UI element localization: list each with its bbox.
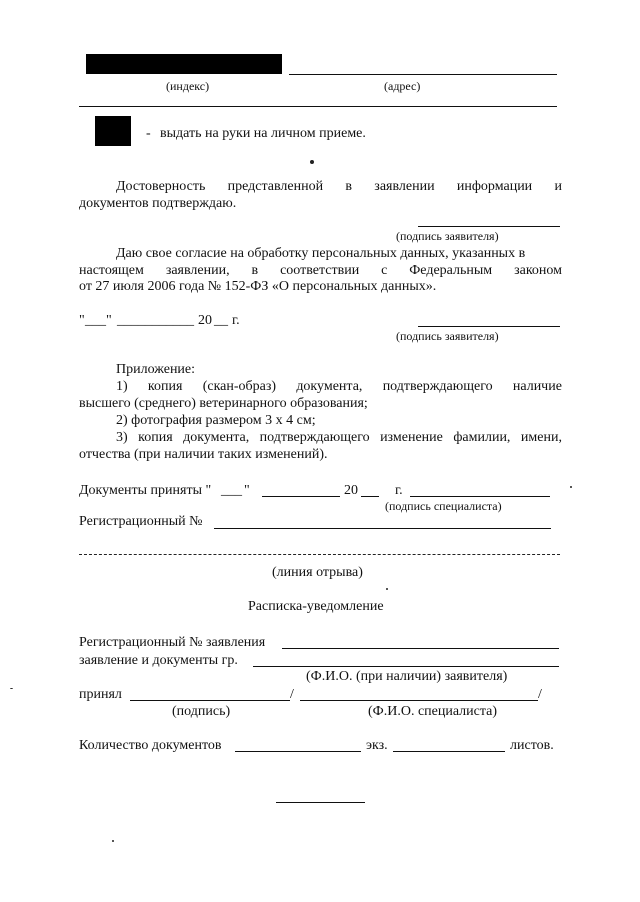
scan-speck — [10, 688, 13, 689]
word: подтверждающего — [382, 379, 493, 394]
word: заявлении — [374, 179, 435, 194]
received-month-line — [262, 496, 340, 497]
bullet-dot — [310, 160, 314, 164]
word: имени, — [520, 430, 562, 445]
attachment-3-line2: отчества (при наличии таких изменений). — [79, 447, 328, 462]
receipt-reg-line — [282, 648, 559, 649]
word: соответствии — [280, 263, 360, 278]
redacted-checkbox — [95, 116, 131, 146]
received-year-suffix: г. — [395, 483, 403, 498]
word: Федеральным — [409, 263, 493, 278]
receipt-sheets-label: листов. — [510, 738, 554, 753]
address-line — [289, 74, 557, 75]
word: настоящем — [79, 263, 144, 278]
attachment-1-line1 — [116, 380, 562, 394]
accuracy-signature-line — [418, 226, 560, 227]
attachments-title: Приложение: — [116, 362, 196, 377]
date-day-blank: ___ — [85, 313, 106, 328]
footer-line — [276, 802, 365, 803]
word: копия — [147, 379, 183, 394]
word: фамилии, — [453, 430, 511, 445]
word: 3) — [116, 430, 128, 445]
word: наличие — [512, 379, 562, 394]
receipt-signature-caption: (подпись) — [172, 704, 231, 719]
accuracy-signature-caption: (подпись заявителя) — [396, 229, 499, 243]
receipt-slash-1: / — [290, 687, 294, 702]
word: 1) — [116, 379, 128, 394]
received-specialist-line — [410, 496, 550, 497]
cut-line — [79, 554, 560, 555]
received-day-blank: ___ — [221, 483, 242, 498]
consent-line2 — [79, 264, 562, 278]
receipt-slash-2: / — [538, 687, 542, 702]
date-suffix: г. — [232, 313, 240, 328]
word: с — [381, 263, 388, 278]
word: заявлении, — [165, 263, 230, 278]
receipt-docs-line — [253, 666, 559, 667]
scan-speck — [386, 588, 388, 590]
receipt-fio-specialist-caption: (Ф.И.О. специалиста) — [368, 704, 498, 719]
word: документа, — [296, 379, 363, 394]
receipt-title: Расписка-уведомление — [248, 599, 384, 614]
delivery-option-text: выдать на руки на личном приеме. — [160, 126, 366, 141]
word: подтверждающего — [259, 430, 370, 445]
registration-label: Регистрационный № — [79, 514, 203, 529]
received-close-quote: " — [244, 483, 250, 498]
date-open-quote: " — [79, 313, 85, 328]
consent-signature-line — [418, 326, 560, 327]
receipt-docs-label: заявление и документы гр. — [79, 653, 238, 668]
word: (скан-образ) — [202, 379, 277, 394]
registration-line — [214, 528, 551, 529]
receipt-copies-label: экз. — [366, 738, 388, 753]
word: изменение — [380, 430, 443, 445]
consent-line3: от 27 июля 2006 года № 152-ФЗ «О персональных данных». — [79, 279, 437, 294]
word: в — [345, 179, 353, 194]
word: документа, — [183, 430, 250, 445]
date-close-quote: " — [106, 313, 112, 328]
consent-signature-caption: (подпись заявителя) — [396, 329, 499, 343]
index-caption: (индекс) — [166, 79, 210, 93]
word: копия — [138, 430, 173, 445]
date-month-blank: ___________ — [117, 313, 194, 328]
word: Достоверность — [116, 179, 206, 194]
received-label: Документы приняты " — [79, 483, 212, 498]
receipt-sheets-line — [393, 751, 505, 752]
word: законом — [514, 263, 562, 278]
receipt-count-line — [235, 751, 361, 752]
word: в — [251, 263, 259, 278]
redacted-index — [86, 54, 282, 74]
receipt-accepted-label: принял — [79, 687, 122, 702]
receipt-reg-label: Регистрационный № заявления — [79, 635, 266, 650]
cut-caption: (линия отрыва) — [272, 565, 363, 580]
received-specialist-caption: (подпись специалиста) — [385, 499, 502, 513]
word: представленной — [227, 179, 324, 194]
delivery-dash: - — [146, 126, 151, 141]
receipt-signature-line — [130, 700, 290, 701]
attachment-3-line1 — [116, 431, 562, 445]
attachment-2: 2) фотография размером 3 х 4 см; — [116, 413, 316, 428]
receipt-count-label: Количество документов — [79, 738, 222, 753]
header-divider — [79, 106, 557, 107]
word: информации — [456, 179, 533, 194]
accuracy-line1 — [116, 180, 562, 194]
received-century: 20 — [344, 483, 358, 498]
date-year-blank: __ — [214, 313, 228, 328]
accuracy-line2: документов подтверждаю. — [79, 196, 237, 211]
address-caption: (адрес) — [384, 79, 421, 93]
scan-speck — [570, 486, 572, 488]
date-century: 20 — [198, 313, 212, 328]
word: и — [554, 179, 562, 194]
scan-speck — [112, 840, 114, 842]
consent-line1: Даю свое согласие на обработку персональных данных, указанных в — [116, 246, 526, 261]
attachment-1-line2: высшего (среднего) ветеринарного образования; — [79, 396, 368, 411]
receipt-specialist-line — [300, 700, 538, 701]
received-year-line — [361, 496, 379, 497]
receipt-fio-applicant-caption: (Ф.И.О. (при наличии) заявителя) — [306, 669, 508, 684]
